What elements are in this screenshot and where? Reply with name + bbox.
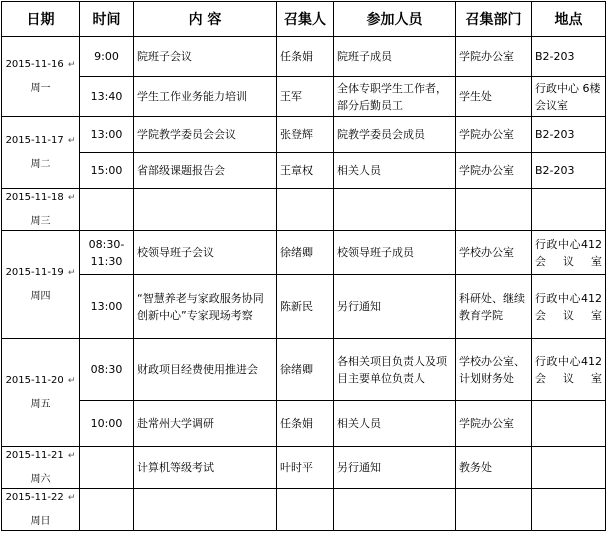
paragraph-mark-icon: ↵	[67, 451, 76, 461]
content-cell: 学生工作业务能力培训	[134, 77, 277, 117]
participants-cell: 另行通知	[334, 447, 456, 489]
time-cell	[80, 189, 134, 231]
header-row	[2, 2, 606, 37]
date-text: 2015-11-21	[5, 450, 64, 461]
dept-cell: 学校办公室	[456, 231, 532, 275]
table-row	[2, 153, 606, 189]
convener-cell: 任条娟	[277, 401, 334, 447]
header-content: 内 容	[134, 2, 277, 37]
participants-cell: 全体专职学生工作者，部分后勤员工	[334, 77, 456, 117]
schedule-table	[1, 1, 606, 531]
dept-cell: 学校办公室、计划财务处	[456, 339, 532, 401]
participants-cell	[334, 489, 456, 531]
time-cell: 10:00	[80, 401, 134, 447]
time-cell: 13:00	[80, 275, 134, 339]
paragraph-mark-icon: ↵	[67, 136, 76, 146]
time-cell: 9:00	[80, 37, 134, 77]
place-cell: B2-203	[532, 153, 606, 189]
table-row	[2, 189, 606, 231]
participants-cell: 各相关项目负责人及项目主要单位负责人	[334, 339, 456, 401]
header-participants: 参加人员	[334, 2, 456, 37]
place-cell: 行政中心412会议室	[532, 339, 606, 401]
header-place: 地点	[532, 2, 606, 37]
header-dept: 召集部门	[456, 2, 532, 37]
place-cell	[532, 447, 606, 489]
weekday-text: 周四	[30, 291, 51, 302]
dept-cell	[456, 189, 532, 231]
place-cell: B2-203	[532, 117, 606, 153]
content-cell	[134, 189, 277, 231]
participants-cell: 相关人员	[334, 401, 456, 447]
content-cell: 计算机等级考试	[134, 447, 277, 489]
content-cell: 院班子会议	[134, 37, 277, 77]
date-cell	[2, 189, 80, 231]
place-cell	[532, 189, 606, 231]
convener-cell: 王军	[277, 77, 334, 117]
content-cell: 校领导班子会议	[134, 231, 277, 275]
convener-cell: 徐绪卿	[277, 231, 334, 275]
content-cell: 省部级课题报告会	[134, 153, 277, 189]
table-row	[2, 339, 606, 401]
dept-cell	[456, 489, 532, 531]
content-cell: 学院教学委员会会议	[134, 117, 277, 153]
date-cell	[2, 339, 80, 447]
table-row	[2, 275, 606, 339]
participants-cell: 院教学委员会成员	[334, 117, 456, 153]
place-cell	[532, 489, 606, 531]
header-convener: 召集人	[277, 2, 334, 37]
convener-cell	[277, 189, 334, 231]
participants-cell: 另行通知	[334, 275, 456, 339]
content-cell: 财政项目经费使用推进会	[134, 339, 277, 401]
content-cell: 赴常州大学调研	[134, 401, 277, 447]
weekday-text: 周二	[30, 159, 51, 170]
convener-cell	[277, 489, 334, 531]
convener-cell: 任条娟	[277, 37, 334, 77]
paragraph-mark-icon: ↵	[67, 376, 76, 386]
table-row	[2, 117, 606, 153]
convener-cell: 张登辉	[277, 117, 334, 153]
dept-cell: 学院办公室	[456, 117, 532, 153]
convener-cell: 王章权	[277, 153, 334, 189]
date-cell	[2, 117, 80, 189]
time-cell	[80, 447, 134, 489]
place-cell: 行政中心412会议室	[532, 275, 606, 339]
date-text: 2015-11-16	[5, 59, 64, 70]
date-text: 2015-11-18	[5, 192, 64, 203]
header-date: 日期	[2, 2, 80, 37]
date-cell	[2, 37, 80, 117]
weekday-text: 周五	[30, 399, 51, 410]
convener-cell: 陈新民	[277, 275, 334, 339]
date-cell	[2, 447, 80, 489]
header-time: 时间	[80, 2, 134, 37]
time-cell: 13:00	[80, 117, 134, 153]
paragraph-mark-icon: ↵	[67, 193, 76, 203]
weekday-text: 周日	[30, 516, 51, 527]
table-row	[2, 37, 606, 77]
time-cell	[80, 489, 134, 531]
content-cell	[134, 489, 277, 531]
date-text: 2015-11-20	[5, 375, 64, 386]
dept-cell: 科研处、继续教育学院	[456, 275, 532, 339]
weekday-text: 周六	[30, 474, 51, 485]
dept-cell: 学院办公室	[456, 401, 532, 447]
content-cell: “智慧养老与家政服务协同创新中心”专家现场考察	[134, 275, 277, 339]
participants-cell: 校领导班子成员	[334, 231, 456, 275]
table-row	[2, 401, 606, 447]
participants-cell: 院班子成员	[334, 37, 456, 77]
table-row	[2, 77, 606, 117]
time-cell: 08:30	[80, 339, 134, 401]
dept-cell: 学院办公室	[456, 37, 532, 77]
convener-cell: 叶时平	[277, 447, 334, 489]
convener-cell: 徐绪卿	[277, 339, 334, 401]
dept-cell: 学院办公室	[456, 153, 532, 189]
weekday-text: 周一	[30, 83, 51, 94]
paragraph-mark-icon: ↵	[67, 60, 76, 70]
place-cell: 行政中心 6楼会议室	[532, 77, 606, 117]
place-cell: 行政中心412会议室	[532, 231, 606, 275]
participants-cell	[334, 189, 456, 231]
date-cell	[2, 489, 80, 531]
table-row	[2, 231, 606, 275]
place-cell: B2-203	[532, 37, 606, 77]
date-text: 2015-11-17	[5, 135, 64, 146]
time-cell: 13:40	[80, 77, 134, 117]
date-text: 2015-11-19	[5, 267, 64, 278]
time-cell: 08:30-11:30	[80, 231, 134, 275]
table-row	[2, 489, 606, 531]
paragraph-mark-icon: ↵	[67, 268, 76, 278]
place-cell	[532, 401, 606, 447]
paragraph-mark-icon: ↵	[67, 493, 76, 503]
table-row	[2, 447, 606, 489]
time-cell: 15:00	[80, 153, 134, 189]
date-cell	[2, 231, 80, 339]
weekday-text: 周三	[30, 216, 51, 227]
date-text: 2015-11-22	[5, 492, 64, 503]
dept-cell: 教务处	[456, 447, 532, 489]
dept-cell: 学生处	[456, 77, 532, 117]
participants-cell: 相关人员	[334, 153, 456, 189]
